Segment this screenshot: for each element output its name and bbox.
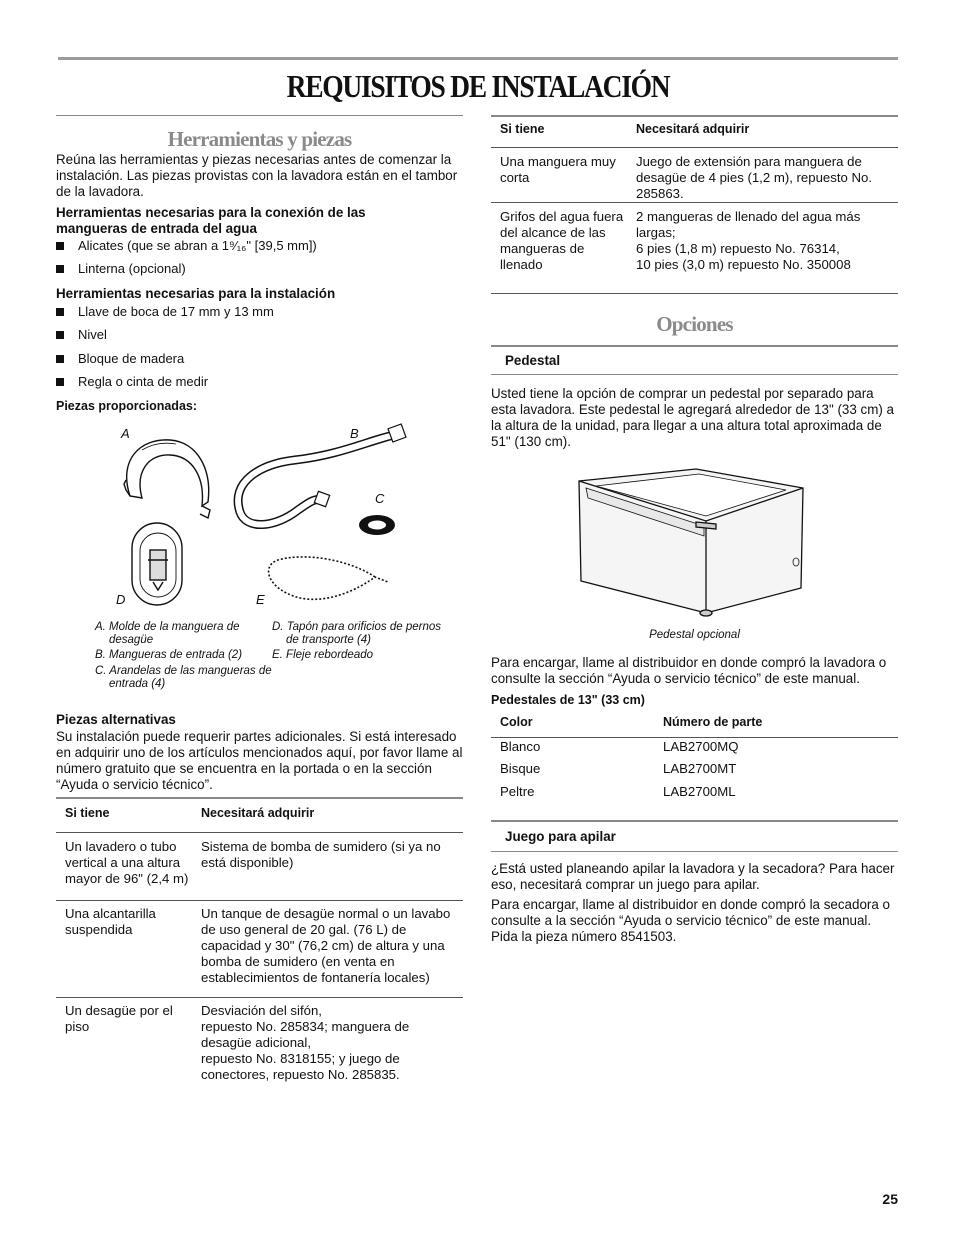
- parts-illustration: [90, 420, 420, 615]
- stack-text-1: ¿Está usted planeando apilar la lavadora y la secadora? Para hacer eso, necesitará comprar un juego para apilar.: [491, 861, 895, 892]
- table-header-row: [491, 714, 898, 738]
- table-header-row: [491, 121, 898, 148]
- table-cell: Desviación del sifón, repuesto No. 285834; manguera de desagüe adicional, repuesto No. 8318155; y juego de conectores, repuesto No. 285835.: [201, 1003, 410, 1082]
- pedestal-rule-top: [491, 345, 898, 347]
- table-row: [56, 998, 463, 1084]
- list-item: Linterna (opcional): [56, 261, 456, 284]
- list-item: Alicates (que se abran a 1⁹⁄₁₆" [39,5 mm]): [56, 238, 456, 261]
- parts-drawing: [90, 420, 420, 615]
- table-cell: Peltre: [500, 784, 535, 799]
- alt-parts-title: Piezas alternativas: [56, 712, 176, 727]
- table-header-row: [56, 805, 463, 833]
- table-cell: Juego de extensión para manguera de desagüe de 4 pies (1,2 m), repuesto No. 285863.: [636, 154, 873, 201]
- table-row: [491, 148, 898, 203]
- stack-rule-top: [491, 820, 898, 822]
- table-cell: LAB2700ML: [663, 784, 736, 799]
- table-row: [491, 784, 898, 800]
- parts-title: Piezas proporcionadas:: [56, 399, 198, 413]
- tools-connection-title: Herramientas necesarias para la conexión de las mangueras de entrada del agua: [56, 205, 366, 236]
- heading-tools-parts: Herramientas y piezas: [167, 127, 352, 151]
- tools-install-list: [56, 304, 456, 397]
- table-row: [491, 203, 898, 294]
- table-header: Número de parte: [663, 715, 763, 729]
- list-item: Llave de boca de 17 mm y 13 mm: [56, 304, 456, 327]
- part-label-d: D: [116, 592, 126, 607]
- table-cell: Sistema de bomba de sumidero (si ya no está disponible): [201, 839, 441, 870]
- caption-e: E. Fleje rebordeado: [272, 649, 374, 661]
- right-table-top-rule: [491, 115, 898, 117]
- list-item: Nivel: [56, 327, 456, 350]
- table-cell: Bisque: [500, 761, 541, 776]
- table-cell: LAB2700MT: [663, 761, 737, 776]
- table-cell: Una alcantarilla suspendida: [65, 906, 156, 937]
- page-title: REQUISITOS DE INSTALACIÓN: [286, 68, 670, 104]
- table-cell: 2 mangueras de llenado del agua más largas; 6 pies (1,8 m) repuesto No. 76314, 10 pies (3,0 m) repuesto No. 350008: [636, 209, 861, 272]
- left-intro: [56, 152, 463, 200]
- order-text: Para encargar, llame al distribuidor en donde compró la lavadora o consulte la sección “Ayuda o servicio técnico” de este manual.: [491, 655, 887, 686]
- pedestal-color-table: [491, 714, 898, 800]
- table-cell: Blanco: [500, 739, 541, 754]
- table-cell: Una manguera muy corta: [500, 154, 616, 185]
- table-header: Necesitará adquirir: [636, 122, 750, 136]
- table-cell: Un desagüe por el piso: [65, 1003, 173, 1034]
- table-cell: LAB2700MQ: [663, 739, 739, 754]
- table-header: Si tiene: [500, 122, 545, 136]
- alt-parts-table-left: [56, 805, 463, 1083]
- heading-options: Opciones: [656, 312, 733, 336]
- tools-connection-list: [56, 238, 456, 285]
- table-header: Color: [500, 715, 533, 729]
- pedestal-drawing: [576, 466, 806, 626]
- plug-drawing: [132, 523, 182, 605]
- top-rule: [58, 57, 898, 60]
- alt-parts-text: Su instalación puede requerir partes adicionales. Si está interesado en adquirir uno de los artículos mencionados aquí, por favor llame al número gratuito que se encuentra en la portada o en la sección “Ayuda o servicio técnico”.: [56, 729, 463, 792]
- pedestal-caption: Pedestal opcional: [649, 629, 740, 641]
- table-header: Si tiene: [65, 806, 110, 820]
- caption-a: A. Molde de la manguera de desagüe: [95, 621, 240, 646]
- table-row: [491, 738, 898, 762]
- table-row: [56, 901, 463, 998]
- caption-b: B. Mangueras de entrada (2): [95, 649, 243, 661]
- pedestals-title: Pedestales de 13" (33 cm): [491, 693, 645, 707]
- alt-parts-table-right: [491, 121, 898, 294]
- table-row: [56, 833, 463, 901]
- table-cell: Un lavadero o tubo vertical a una altura mayor de 96" (2,4 m): [65, 839, 189, 886]
- drain-hose-form-drawing: [124, 440, 210, 518]
- table-cell: Grifos del agua fuera del alcance de las mangueras de llenado: [500, 209, 624, 272]
- pedestal-text: Usted tiene la opción de comprar un pedestal por separado para esta lavadora. Este pedestal le agregará alrededor de 13" (33 cm) a la altura de la unidad, para llegar a una altura total aproximada de 51" (130 cm).: [491, 386, 894, 449]
- part-label-b: B: [350, 426, 359, 441]
- table-cell: Un tanque de desagüe normal o un lavabo de uso general de 20 gal. (76 L) de capacidad y 30" (76,2 cm) de altura y una bomba de sumidero (en venta en establecimientos de fontanería locales): [201, 906, 451, 985]
- tools-install-title: Herramientas necesarias para la instalación: [56, 286, 336, 301]
- stack-rule-bottom: [491, 851, 898, 852]
- caption-d: D. Tapón para orificios de pernos de transporte (4): [272, 621, 441, 646]
- left-table-top-rule: [56, 797, 463, 799]
- table-row: [491, 761, 898, 784]
- caption-c: C. Arandelas de las mangueras de entrada (4): [95, 665, 272, 690]
- stack-text-2: Para encargar, llame al distribuidor en donde compró la secadora o consulte a la sección “Ayuda o servicio técnico” de este manual. Pida la pieza número 8541503.: [491, 897, 890, 944]
- part-label-e: E: [256, 592, 265, 607]
- left-heading-rule: [56, 115, 463, 116]
- list-item: Regla o cinta de medir: [56, 374, 456, 397]
- table-header: Necesitará adquirir: [201, 806, 315, 820]
- inlet-hose-drawing: [238, 424, 406, 525]
- page-number: 25: [882, 1191, 898, 1207]
- intro-text: Reúna las herramientas y piezas necesarias antes de comenzar la instalación. Las piezas provistas con la lavadora están en el tambor de la lavadora.: [56, 152, 458, 199]
- hose-washer-drawing: [359, 515, 395, 535]
- part-label-a: A: [121, 426, 130, 441]
- list-item: Bloque de madera: [56, 351, 456, 374]
- pedestal-title: Pedestal: [505, 353, 561, 368]
- part-label-c: C: [375, 491, 385, 506]
- beaded-strap-drawing: [269, 557, 388, 599]
- stack-title: Juego para apilar: [505, 829, 616, 844]
- pedestal-rule-bottom: [491, 374, 898, 375]
